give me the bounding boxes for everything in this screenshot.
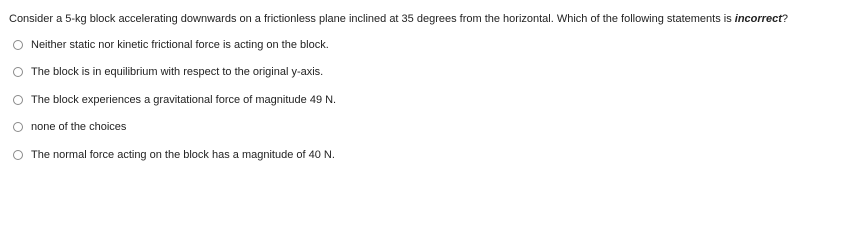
choice-label: The block experiences a gravitational force of magnitude 49 N.: [31, 94, 337, 106]
question-suffix: ?: [781, 13, 788, 25]
choice-option-5[interactable]: [13, 148, 335, 162]
radio-button[interactable]: [13, 40, 23, 50]
question-prefix: Consider a 5-kg block accelerating downwards on a frictionless plane inclined at 35 degrees from the horizontal. Which of the following statements is: [9, 13, 735, 25]
choice-option-1[interactable]: [13, 38, 329, 52]
question-emphasis: incorrect: [734, 13, 782, 25]
choice-label: Neither static nor kinetic frictional force is acting on the block.: [31, 39, 329, 51]
choice-option-4[interactable]: [13, 120, 126, 134]
question-text: [9, 12, 859, 26]
choice-label: The block is in equilibrium with respect to the original y-axis.: [31, 66, 324, 78]
radio-button[interactable]: [13, 95, 23, 105]
choice-label: The normal force acting on the block has a magnitude of 40 N.: [31, 149, 335, 161]
choice-option-3[interactable]: [13, 93, 336, 107]
radio-button[interactable]: [13, 150, 23, 160]
radio-button[interactable]: [13, 67, 23, 77]
choice-option-2[interactable]: [13, 65, 323, 79]
radio-button[interactable]: [13, 122, 23, 132]
choice-label: none of the choices: [31, 121, 127, 133]
